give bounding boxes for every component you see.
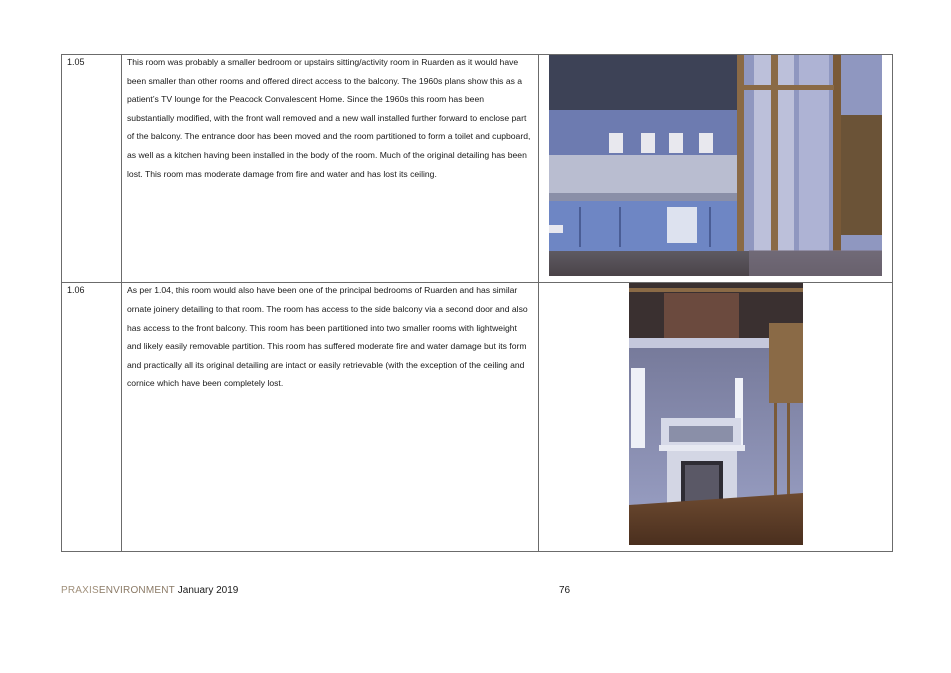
table-row [62,283,893,552]
room-description-cell [122,55,539,283]
page-number: 76 [559,585,571,596]
footer-brand [61,585,238,596]
room-description: This room was probably a smaller bedroom or upstairs sitting/activity room in Ruarden as it would have been smaller than other rooms and offered direct access to the balcony. The 1960s plans show this as a patient’s TV lounge for the Peacock Convalescent Home. Since the 1960s this room has been substantially modified, with the front wall removed and a new wall installed further forward to enclose part of the balcony. The entrance door has been moved and the room partitioned to form a toilet and cupboard, as well as a kitchen having been installed in the body of the room. Much of the original detailing has been lost. This room mas moderate damage from fire and water and has lost its ceiling. [127,57,531,179]
room-number-cell [62,55,122,283]
room-number-cell [62,283,122,552]
room-number: 1.05 [67,57,85,67]
kitchen-room-photo [549,55,882,276]
heritage-room-table [61,54,893,552]
room-photo-cell [539,55,893,283]
room-description: As per 1.04, this room would also have been one of the principal bedrooms of Ruarden and has similar ornate joinery detailing to that room. The room has access to the side balcony via a second door and also has access to the front balcony. This room has been partitioned into two smaller rooms with lightweight and likely easily removable partition. This room has suffered moderate fire and water damage but its form and practically all its original detailing are intact or easily retrievable (with the exception of the ceiling and cornice which have been completely lost. [127,285,528,389]
footer-date: January 2019 [177,585,239,596]
table-row [62,55,893,283]
brand-name-part1: PRAXIS [61,585,99,596]
room-description-cell [122,283,539,552]
room-photo-cell [539,283,893,552]
room-number: 1.06 [67,285,85,296]
brand-name-part2: ENVIRONMENT [98,585,175,596]
fireplace-room-photo [629,283,803,545]
